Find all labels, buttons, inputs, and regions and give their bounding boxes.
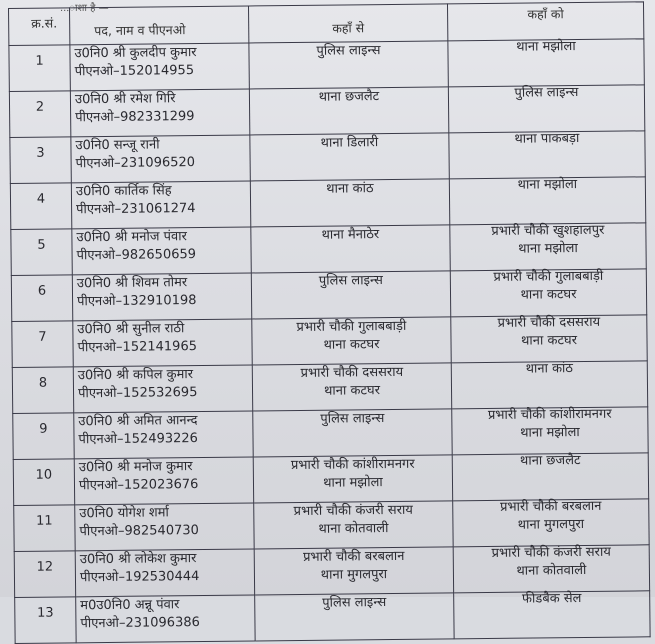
cell-to xyxy=(450,223,646,271)
officer-pno: पीएनओ–152532695 xyxy=(77,385,198,402)
to-line-2: थाना मुगलपुरा xyxy=(517,516,585,533)
from-line-1: थाना मैनाठेर xyxy=(321,227,380,243)
to-line-1: थाना मझोला xyxy=(517,177,578,193)
from-line-1: प्रभारी चौकी गुलाबबाड़ी xyxy=(296,318,407,335)
cell-from xyxy=(250,133,449,181)
officer-pno: पीएनओ–152493226 xyxy=(78,431,199,448)
cell-to xyxy=(449,131,645,179)
cell-sn xyxy=(9,91,70,138)
from-line-1: थाना कांठ xyxy=(326,181,374,197)
serial-number: 6 xyxy=(37,283,47,299)
to-line-2: थाना मझोला xyxy=(518,241,578,257)
from-line-2: थाना कटघर xyxy=(323,337,380,353)
cell-from xyxy=(254,501,453,549)
serial-number: 10 xyxy=(35,467,53,483)
from-line-2: थाना मझोला xyxy=(323,475,383,491)
cell-sn xyxy=(10,183,71,230)
from-line-1: पुलिस लाइन्स xyxy=(320,411,385,427)
officer-pno: पीएनओ–231096520 xyxy=(75,155,196,172)
cell-name xyxy=(71,181,250,229)
from-line-1: थाना छजलैट xyxy=(318,89,380,105)
officer-pno: पीएनओ–152023676 xyxy=(78,477,199,494)
cell-from xyxy=(253,409,452,457)
officer-pno: पीएनओ–982331299 xyxy=(75,109,195,126)
serial-number: 2 xyxy=(35,99,45,115)
to-line-1: फीडबैक सेल xyxy=(521,591,582,607)
to-line-1: प्रभारी चौकी कांशीरामनगर xyxy=(487,406,612,423)
officer-name: उ0नि0 श्री मनोज कुमार xyxy=(78,459,193,476)
cell-from xyxy=(252,363,451,411)
cell-sn xyxy=(11,229,72,276)
table-body xyxy=(9,39,650,644)
officer-name: उ0नि0 श्री कपिल कुमार xyxy=(77,367,194,384)
cell-name xyxy=(75,549,254,597)
cell-name xyxy=(74,411,253,459)
from-line-1: पुलिस लाइन्स xyxy=(318,273,383,289)
from-line-1: प्रभारी चौकी दससराय xyxy=(300,364,404,381)
cell-name xyxy=(72,227,251,275)
cell-name xyxy=(75,503,254,551)
cell-to xyxy=(453,499,649,547)
cell-to xyxy=(451,315,647,363)
cell-to xyxy=(452,453,648,501)
to-line-1: प्रभारी चौकी कंजरी सराय xyxy=(491,544,611,561)
transfer-table xyxy=(8,1,651,644)
cell-sn xyxy=(14,505,75,552)
cell-from xyxy=(249,41,448,89)
cell-name xyxy=(74,457,253,505)
officer-name: उ0नि0 श्री मनोज पंवार xyxy=(76,229,187,246)
to-line-1: थाना कांठ xyxy=(525,361,574,377)
officer-name: उ0नि0 श्री सुनील राठी xyxy=(77,321,185,338)
header-from: कहाँ से xyxy=(248,4,447,43)
cell-sn xyxy=(15,597,76,644)
officer-pno: पीएनओ–231061274 xyxy=(76,201,196,218)
cell-to xyxy=(453,545,649,593)
cell-from xyxy=(249,87,448,135)
cell-to xyxy=(454,591,650,639)
from-line-1: पुलिस लाइन्स xyxy=(316,43,381,59)
officer-name: उ0नि0 श्री अमित आनन्द xyxy=(78,413,198,430)
officer-name: उ0नि0 श्री लोकेश कुमार xyxy=(79,551,197,568)
header-sn: क्र.सं. xyxy=(9,8,70,46)
cell-to xyxy=(452,407,648,455)
to-line-1: प्रभारी चौकी बरबलान xyxy=(499,498,602,515)
from-line-1: पुलिस लाइन्स xyxy=(322,595,387,611)
cell-from xyxy=(252,317,451,365)
officer-name: म0उ0नि0 अन्नू पंवार xyxy=(80,597,180,614)
officer-pno: पीएनओ–132910198 xyxy=(77,293,197,310)
cell-sn xyxy=(11,275,72,322)
to-line-2: थाना कटघर xyxy=(520,287,577,303)
from-line-2: थाना मुगलपुरा xyxy=(320,567,388,583)
from-line-2: थाना कटघर xyxy=(323,383,381,399)
serial-number: 12 xyxy=(36,559,54,575)
officer-pno: पीएनओ–982650659 xyxy=(76,247,197,264)
cell-from xyxy=(251,271,450,319)
cell-to xyxy=(448,39,644,87)
officer-name: उ0नि0 योगेश शर्मा xyxy=(79,505,169,522)
cell-to xyxy=(448,85,644,133)
cell-sn xyxy=(9,45,70,92)
from-line-2: थाना कोतवाली xyxy=(318,521,389,537)
cell-name xyxy=(76,595,255,643)
officer-pno: पीएनओ–152141965 xyxy=(77,339,198,356)
officer-pno: पीएनओ–231096386 xyxy=(80,615,200,632)
cell-sn xyxy=(13,459,74,506)
cell-name xyxy=(73,365,252,413)
cell-from xyxy=(250,179,449,227)
serial-number: 7 xyxy=(38,329,47,345)
cell-to xyxy=(450,269,646,317)
cell-from xyxy=(251,225,450,273)
cell-to xyxy=(451,361,647,409)
cell-name xyxy=(70,89,249,137)
serial-number: 8 xyxy=(38,375,48,391)
from-line-1: प्रभारी चौकी कंजरी सराय xyxy=(293,502,414,520)
from-line-1: प्रभारी चौकी बरबलान xyxy=(302,548,405,565)
officer-name: उ0नि0 श्री कुलदीप कुमार xyxy=(74,45,197,62)
header-fragment: ...ाशा है — xyxy=(60,3,109,14)
officer-pno: पीएनओ–152014955 xyxy=(74,63,195,80)
cell-sn xyxy=(13,413,74,460)
cell-sn xyxy=(10,137,71,184)
officer-name: उ0नि0 श्री रमेश गिरि xyxy=(74,91,176,108)
header-to: कहाँ को xyxy=(447,2,643,41)
cell-name xyxy=(71,135,250,183)
to-line-2: थाना कोतवाली xyxy=(516,562,587,579)
to-line-1: पुलिस लाइन्स xyxy=(514,85,579,101)
serial-number: 4 xyxy=(36,191,46,207)
cell-sn xyxy=(12,367,73,414)
cell-sn xyxy=(12,321,73,368)
to-line-1: थाना मझोला xyxy=(516,39,576,55)
cell-from xyxy=(253,455,452,503)
officer-pno: पीएनओ–192530444 xyxy=(79,569,200,586)
to-line-1: प्रभारी चौकी खुशहालपुर xyxy=(491,222,605,239)
to-line-1: थाना छजलैट xyxy=(519,453,581,469)
from-line-1: प्रभारी चौकी कांशीरामनगर xyxy=(290,456,415,474)
header-name: पद, नाम व पीएनओ xyxy=(70,6,249,45)
cell-from xyxy=(254,547,453,595)
serial-number: 9 xyxy=(39,421,48,437)
cell-from xyxy=(255,593,454,641)
officer-name: उ0नि0 श्री शिवम तोमर xyxy=(76,275,188,292)
to-line-1: प्रभारी चौकी दससराय xyxy=(497,314,601,331)
officer-name: उ0नि0 सन्जू रानी xyxy=(75,137,160,154)
from-line-1: थाना डिलारी xyxy=(320,135,379,151)
cell-name xyxy=(70,43,249,91)
cell-sn xyxy=(14,551,75,598)
to-line-1: थाना पाकबड़ा xyxy=(514,131,580,147)
serial-number: 13 xyxy=(36,605,54,621)
officer-name: उ0नि0 कार्तिक सिंह xyxy=(75,183,172,200)
table-row xyxy=(15,591,650,644)
serial-number: 3 xyxy=(36,145,45,161)
to-line-2: थाना मझोला xyxy=(520,425,580,441)
officer-pno: पीएनओ–982540730 xyxy=(79,523,199,540)
serial-number: 5 xyxy=(37,237,46,253)
serial-number: 11 xyxy=(36,513,53,529)
cell-name xyxy=(72,273,251,321)
to-line-1: प्रभारी चौकी गुलाबबाड़ी xyxy=(493,268,604,285)
cell-to xyxy=(449,177,645,225)
serial-number: 1 xyxy=(35,53,44,69)
to-line-2: थाना कटघर xyxy=(520,333,578,349)
cell-name xyxy=(73,319,252,367)
